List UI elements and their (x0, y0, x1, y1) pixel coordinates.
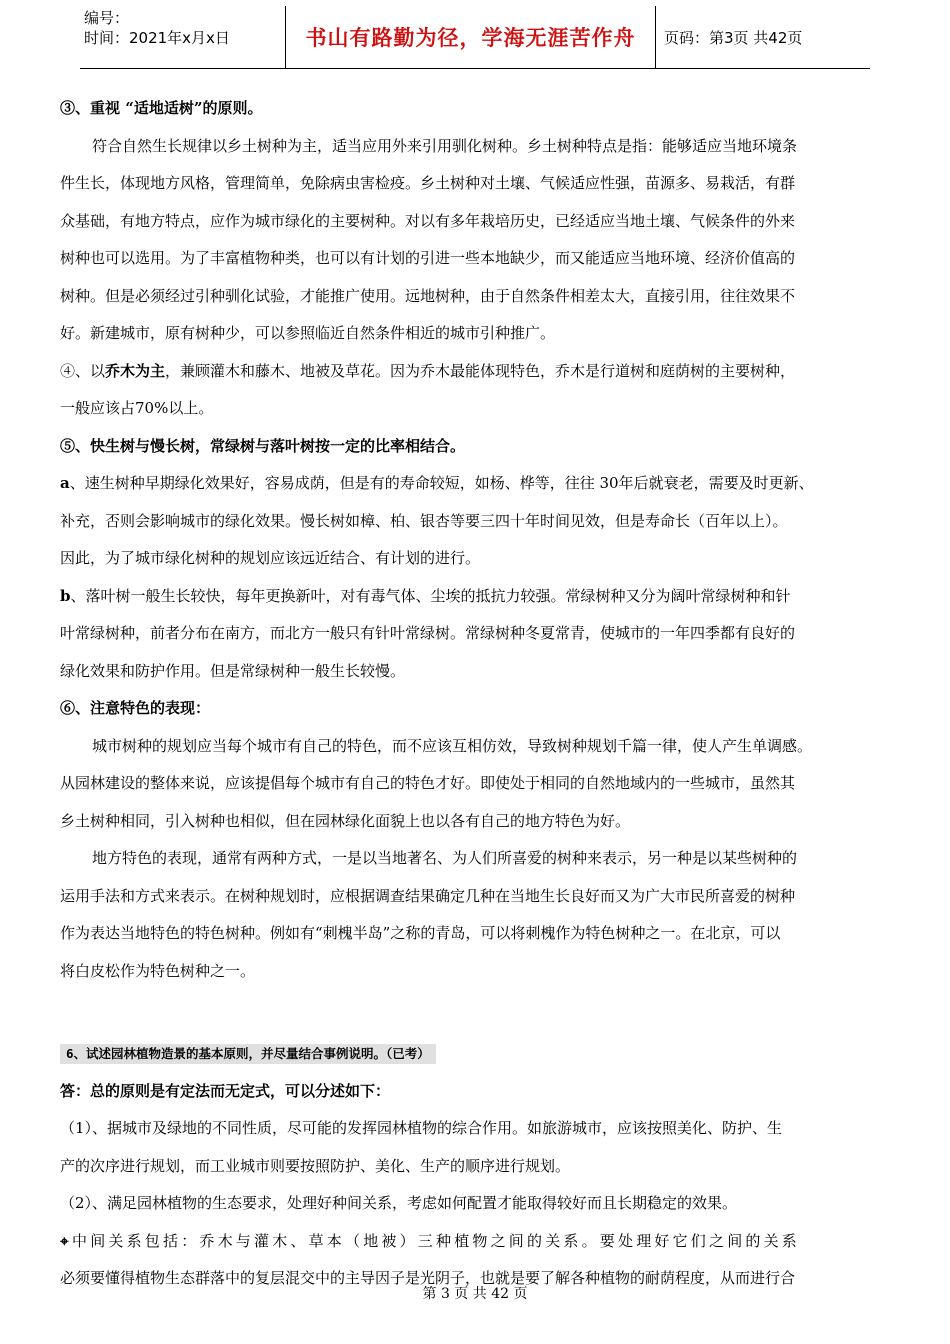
answer-intro: 答：总的原则是有定法而无定式，可以分述如下： (60, 1081, 391, 1100)
section-5b-line: 叶常绿树种，前者分布在南方，而北方一般只有针叶常绿树。常绿树种冬夏常青，使城市的一年四季都有良好的 (60, 624, 796, 642)
section-6-title: ⑥、注意特色的表现： (60, 699, 211, 717)
answer-2-bullet-text: 中间关系包括：乔木与灌木、草本（地被）三种植物之间的关系。要处理好它们之间的关系 (72, 1231, 801, 1250)
section-3-line: 众基础，有地方特点，应作为城市绿化的主要树种。对以有多年栽培历史，已经适应当地土壤、气候条件的外来 (60, 211, 796, 230)
section-4-prefix: ④、以 (60, 361, 106, 380)
number-label: 编号： (84, 9, 130, 27)
section-6-line: 作为表达当地特色的特色树种。例如有“刺槐半岛”之称的青岛，可以将刺槐作为特色树种之一。在北京，可以 (60, 924, 781, 942)
section-6-line: 城市树种的规划应当每个城市有自己的特色，而不应该互相仿效，导致树种规划千篇一律，使人产生单调感。 (92, 736, 813, 755)
square-bullet-icon: ⌖ (60, 1231, 72, 1250)
section-5a-line: 补充，否则会影响城市的绿化效果。慢长树如樟、柏、银杏等要三四十年时间见效，但是寿命长（百年以上）。 (60, 511, 788, 530)
section-3-line: 符合自然生长规律以乡土树种为主，适当应用外来引用驯化树种。乡土树种特点是指：能够适应当地环境条 (92, 136, 798, 155)
question-6: 6、试述园林植物造景的基本原则，并尽量结合事例说明。（已考） (60, 1044, 436, 1064)
header-page-info: 页码：第3页 共42页 (655, 6, 870, 68)
section-4-rest: ，兼顾灌木和藤木、地被及草花。因为乔木最能体现特色，乔木是行道树和庭荫树的主要树种， (165, 361, 796, 380)
section-4-line-2: 一般应该占70%以上。 (60, 399, 214, 417)
document-body (60, 90, 900, 1298)
section-4-bold: 乔木为主 (105, 361, 166, 380)
section-4-line (60, 353, 900, 391)
answer-1-line: 产的次序进行规划，而工业城市则要按照防护、美化、生产的顺序进行规划。 (60, 1156, 571, 1175)
page-footer: 第 3 页 共 42 页 (422, 1286, 528, 1302)
section-6-line: 地方特色的表现，通常有两种方式，一是以当地著名、为人们所喜爱的树种来表示，另一种是以某些树种的 (92, 849, 798, 867)
section-6-line: 将白皮松作为特色树种之一。 (60, 961, 256, 980)
section-3-line: 树种也可以选用。为了丰富植物种类，也可以有计划的引进一些本地缺少，而又能适应当地环境、经济价值高的 (60, 249, 796, 267)
question-6-line (60, 1035, 900, 1073)
answer-2-last-line: 必须要懂得植物生态群落中的复层混交中的主导因子是光阴子，也就是要了解各种植物的耐荫程度，从而进行合 (60, 1269, 796, 1287)
header-motto: 书山有路勤为径，学海无涯苦作舟 (285, 6, 655, 68)
answer-1-line: （1）、据城市及绿地的不同性质，尽可能的发挥园林植物的综合作用。如旅游城市，应该按照美化、防护、生 (60, 1119, 783, 1137)
section-5b-line: 绿化效果和防护作用。但是常绿树种一般生长较慢。 (60, 661, 406, 680)
section-3-line: 好。新建城市，原有树种少，可以参照临近自然条件相近的城市引种推广。 (60, 324, 556, 342)
section-3-line: 件生长，体现地方风格，管理简单，免除病虫害检疫。乡土树种对土壤、气候适应性强，苗源多、易栽活，有群 (60, 174, 796, 192)
page-header (80, 6, 870, 69)
spacer (60, 990, 900, 1035)
section-6-line: 从园林建设的整体来说，应该提倡每个城市有自己的特色才好。即使处于相同的自然地域内的一些城市，虽然其 (60, 774, 796, 792)
section-3-line: 树种。但是必须经过引种驯化试验，才能推广使用。远地树种，由于自然条件相差太大，直接引用，往往效果不 (60, 286, 796, 305)
section-5a-text: 、速生树种早期绿化效果好，容易成荫，但是有的寿命较短，如杨、桦等，往往 30年后就衰老，需要及时更新、 (69, 474, 814, 492)
section-6-line: 乡土树种相同，引入树种也相似，但在园林绿化面貌上也以各有自己的地方特色为好。 (60, 811, 631, 830)
section-5a-line (60, 465, 900, 503)
time-label: 时间：2021年x月x日 (84, 29, 230, 47)
section-5b-line (60, 578, 900, 616)
section-5b-label: b (60, 586, 71, 605)
section-6-line: 运用手法和方式来表示。在树种规划时，应根据调查结果确定几种在当地生长良好而又为广大市民所喜爱的树种 (60, 886, 796, 905)
section-5b-text: 、落叶树一般生长较快，每年更换新叶，对有毒气体、尘埃的抵抗力较强。常绿树种又分为阔叶常绿树种和针 (70, 586, 791, 605)
section-5-title: ⑤、快生树与慢长树，常绿树与落叶树按一定的比率相结合。 (60, 436, 466, 455)
section-3-title: ③、重视 “适地适树”的原则。 (60, 99, 263, 117)
header-meta (80, 6, 285, 68)
answer-2-bullet-line (60, 1223, 900, 1261)
section-5a-label: a (60, 474, 70, 492)
answer-2-line: （2）、满足园林植物的生态要求，处理好种间关系，考虑如何配置才能取得较好而且长期稳定的效果。 (60, 1194, 738, 1212)
section-5a-line: 因此，为了城市绿化树种的规划应该远近结合、有计划的进行。 (60, 549, 481, 567)
